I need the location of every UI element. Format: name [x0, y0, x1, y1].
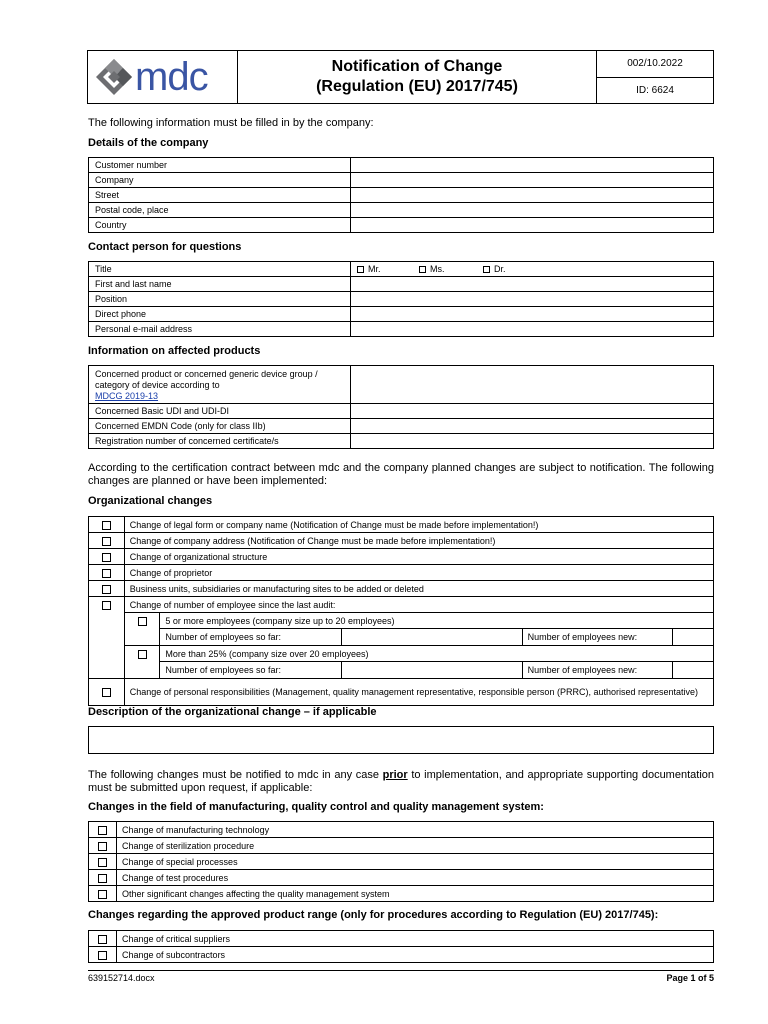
- company-table: [88, 157, 714, 233]
- certification-text: According to the certification contract between mdc and the company planned changes are subject to notification. The following changes are planned or have been implemented:: [88, 462, 714, 487]
- contact-table: [88, 261, 714, 337]
- dr-label: Dr.: [494, 264, 506, 274]
- mfg-checkbox[interactable]: [98, 874, 107, 883]
- product-group-label: Concerned product or concerned generic device group / category of device according to MDCG 2019-13: [89, 366, 351, 404]
- name-field[interactable]: [351, 277, 714, 292]
- range-item: Change of subcontractors: [117, 947, 714, 963]
- company-heading: Details of the company: [88, 137, 209, 149]
- mfg-table: [88, 821, 714, 902]
- doc-id: ID: 6624: [636, 84, 674, 96]
- org-checkbox[interactable]: [102, 537, 111, 546]
- dr-checkbox[interactable]: [483, 266, 490, 273]
- prior-text: The following changes must be notified to mdc in any case prior to implementation, and appropriate supporting documentation must be submitted upon request, if applicable:: [88, 769, 714, 794]
- company-row-label: Company: [89, 173, 351, 188]
- org-item: Change of legal form or company name (Notification of Change must be made before implementation!): [124, 517, 713, 533]
- sub-option-1: 5 or more employees (company size up to 20 employees): [160, 613, 714, 629]
- title-line-1: Notification of Change: [331, 58, 503, 75]
- ms-checkbox[interactable]: [419, 266, 426, 273]
- mfg-checkbox[interactable]: [98, 890, 107, 899]
- doc-number: 002/10.2022: [597, 51, 713, 78]
- document-header: [87, 50, 714, 104]
- company-row-label: Street: [89, 188, 351, 203]
- org-heading: Organizational changes: [88, 495, 213, 507]
- mfg-checkbox[interactable]: [98, 842, 107, 851]
- mdc-logo: [88, 51, 238, 103]
- so-far-field[interactable]: [341, 662, 522, 679]
- new-label: Number of employees new:: [523, 662, 673, 678]
- new-field[interactable]: [673, 662, 713, 678]
- postal-code-field[interactable]: [351, 203, 714, 218]
- org-item: Change of proprietor: [124, 565, 713, 581]
- title-options: [351, 262, 714, 277]
- product-row-label: Concerned Basic UDI and UDI-DI: [89, 404, 351, 419]
- mfg-heading: Changes in the field of manufacturing, quality control and quality management system:: [88, 801, 544, 813]
- emdn-field[interactable]: [351, 419, 714, 434]
- org-checkbox[interactable]: [102, 585, 111, 594]
- contact-row-label: First and last name: [89, 277, 351, 292]
- contact-heading: Contact person for questions: [88, 241, 242, 253]
- product-group-field[interactable]: [351, 366, 714, 404]
- range-heading: Changes regarding the approved product range (only for procedures according to Regulation (EU) 2017/745):: [88, 909, 659, 921]
- org-item: Change of organizational structure: [124, 549, 713, 565]
- so-far-field[interactable]: [341, 629, 522, 646]
- footer-filename: 639152714.docx: [88, 973, 155, 983]
- five-employees-checkbox[interactable]: [138, 617, 147, 626]
- contact-row-label: Personal e-mail address: [89, 322, 351, 337]
- customer-number-field[interactable]: [351, 158, 714, 173]
- sub-option-2: More than 25% (company size over 20 employees): [160, 646, 714, 662]
- company-row-label: Postal code, place: [89, 203, 351, 218]
- logo-wordmark: mdc: [135, 55, 208, 99]
- ms-label: Ms.: [430, 264, 445, 274]
- contact-row-label: Direct phone: [89, 307, 351, 322]
- email-field[interactable]: [351, 322, 714, 337]
- products-heading: Information on affected products: [88, 345, 261, 357]
- company-row-label: Customer number: [89, 158, 351, 173]
- range-table: [88, 930, 714, 963]
- org-item: Business units, subsidiaries or manufacturing sites to be added or deleted: [124, 581, 713, 597]
- org-item: Change of personal responsibilities (Management, quality management representative, responsible person (PRRC), authorised representative): [124, 679, 713, 706]
- title-label: Title: [89, 262, 351, 277]
- org-item: Change of number of employee since the last audit:: [124, 597, 713, 613]
- new-label: Number of employees new:: [523, 629, 673, 645]
- range-checkbox[interactable]: [98, 935, 107, 944]
- title-line-2: (Regulation (EU) 2017/745): [316, 78, 518, 95]
- range-checkbox[interactable]: [98, 951, 107, 960]
- position-field[interactable]: [351, 292, 714, 307]
- mfg-item: Change of special processes: [117, 854, 714, 870]
- company-row-label: Country: [89, 218, 351, 233]
- company-field[interactable]: [351, 173, 714, 188]
- document-title: [238, 51, 597, 103]
- org-checkbox[interactable]: [102, 553, 111, 562]
- org-table: [88, 516, 714, 706]
- mfg-item: Change of test procedures: [117, 870, 714, 886]
- over-25-checkbox[interactable]: [138, 650, 147, 659]
- range-item: Change of critical suppliers: [117, 931, 714, 947]
- org-checkbox[interactable]: [102, 688, 111, 697]
- org-checkbox[interactable]: [102, 569, 111, 578]
- mfg-item: Other significant changes affecting the quality management system: [117, 886, 714, 902]
- mfg-item: Change of manufacturing technology: [117, 822, 714, 838]
- desc-heading: Description of the organizational change – if applicable: [88, 706, 377, 718]
- employee-change-checkbox[interactable]: [102, 601, 111, 610]
- mdc-logo-icon: [94, 57, 134, 97]
- mfg-item: Change of sterilization procedure: [117, 838, 714, 854]
- org-item: Change of company address (Notification of Change must be made before implementation!): [124, 533, 713, 549]
- certificate-field[interactable]: [351, 434, 714, 449]
- mr-label: Mr.: [368, 264, 381, 274]
- description-field[interactable]: [88, 726, 714, 754]
- intro-text: The following information must be filled in by the company:: [88, 117, 374, 129]
- new-field[interactable]: [673, 629, 713, 645]
- product-row-label: Concerned EMDN Code (only for class IIb): [89, 419, 351, 434]
- footer-divider: [88, 970, 714, 971]
- mr-checkbox[interactable]: [357, 266, 364, 273]
- phone-field[interactable]: [351, 307, 714, 322]
- contact-row-label: Position: [89, 292, 351, 307]
- so-far-label: Number of employees so far:: [160, 629, 341, 646]
- document-meta: [597, 51, 713, 103]
- udi-field[interactable]: [351, 404, 714, 419]
- mfg-checkbox[interactable]: [98, 858, 107, 867]
- product-row-label: Registration number of concerned certificate/s: [89, 434, 351, 449]
- mdcg-link[interactable]: MDCG 2019-13: [95, 390, 159, 401]
- footer-page-number: Page 1 of 5: [666, 973, 714, 983]
- so-far-label: Number of employees so far:: [160, 662, 341, 679]
- country-field[interactable]: [351, 218, 714, 233]
- mfg-checkbox[interactable]: [98, 826, 107, 835]
- products-table: [88, 365, 714, 449]
- prior-word: prior: [382, 769, 408, 781]
- org-checkbox[interactable]: [102, 521, 111, 530]
- street-field[interactable]: [351, 188, 714, 203]
